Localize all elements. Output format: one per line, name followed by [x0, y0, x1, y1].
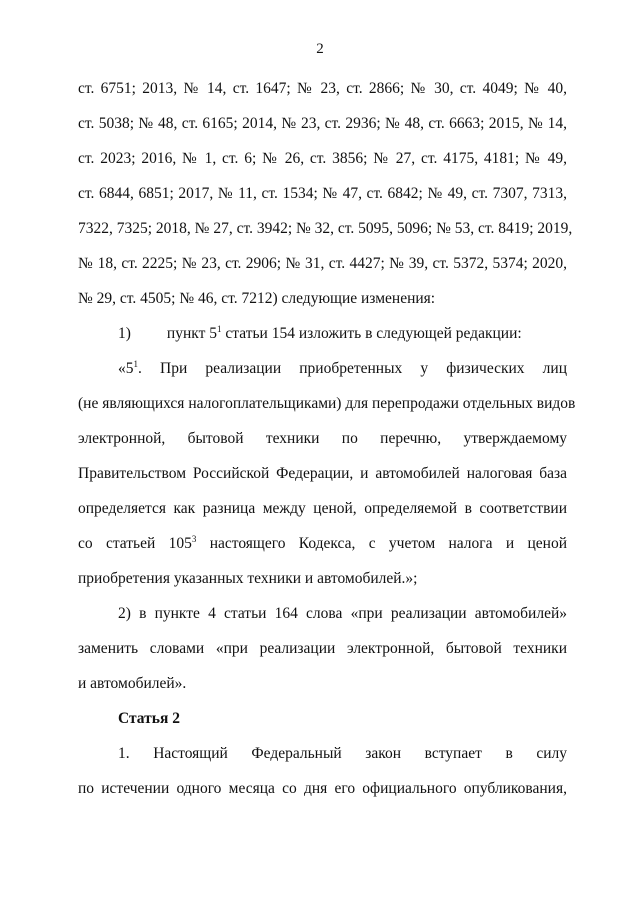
- article-2-item-1: 1. Настоящий Федеральный закон вступает в силу: [118, 745, 567, 762]
- superscript: 3: [191, 534, 197, 544]
- text-line: № 18, ст. 2225; № 23, ст. 2906; № 31, ст. 4427; № 39, ст. 5372, 5374; 2020,: [78, 255, 567, 272]
- quote-line: (не являющихся налогоплательщиками) для перепродажи отдельных видов: [78, 395, 576, 412]
- text-line: и автомобилей».: [78, 675, 187, 692]
- text-line: ст. 6844, 6851; 2017, № 11, ст. 1534; № 47, ст. 6842; № 49, ст. 7307, 7313,: [78, 185, 567, 202]
- quote-line: электронной, бытовой техники по перечню, утверждаемому: [78, 430, 567, 447]
- quote-line: приобретения указанных техники и автомобилей.»;: [78, 570, 418, 587]
- text-line: 7322, 7325; 2018, № 27, ст. 3942; № 32, ст. 5095, 5096; № 53, ст. 8419; 2019,: [78, 220, 573, 237]
- quote-open: «5: [118, 360, 134, 377]
- quote-line: Правительством Российской Федерации, и автомобилей налоговая база: [78, 465, 567, 482]
- text-line: по истечении одного месяца со дня его официального опубликования,: [78, 780, 567, 797]
- text-line: ст. 6751; 2013, № 14, ст. 1647; № 23, ст. 2866; № 30, ст. 4049; № 40,: [78, 80, 567, 97]
- text-line: ст. 5038; № 48, ст. 6165; 2014, № 23, ст. 2936; № 48, ст. 6663; 2015, № 14,: [78, 115, 567, 132]
- list-item-text: статьи 154 изложить в следующей редакции:: [221, 325, 522, 342]
- quote-line: определяется как разница между ценой, определяемой в соответствии: [78, 500, 567, 517]
- quote-text: . При реализации приобретенных у физических лиц: [138, 360, 567, 377]
- superscript: 1: [217, 324, 222, 334]
- superscript: 1: [133, 359, 138, 369]
- list-item-number: 1): [118, 325, 131, 342]
- page-number: 2: [316, 41, 324, 57]
- quote-text: со статьей 105: [78, 535, 192, 552]
- quote-text: настоящего Кодекса, с учетом налога и ценой: [196, 535, 567, 552]
- text-line: ст. 2023; 2016, № 1, ст. 6; № 26, ст. 3856; № 27, ст. 4175, 4181; № 49,: [78, 150, 567, 167]
- quote-line: [78, 535, 567, 553]
- text-line: заменить словами «при реализации электронной, бытовой техники: [78, 640, 567, 657]
- article-heading: Статья 2: [118, 710, 180, 727]
- quote-line: [118, 360, 567, 378]
- list-item-1: [118, 325, 567, 343]
- text-line: № 29, ст. 4505; № 46, ст. 7212) следующие изменения:: [78, 290, 436, 307]
- list-item-text: пункт 5: [166, 325, 217, 342]
- list-item-2: 2) в пункте 4 статьи 164 слова «при реализации автомобилей»: [118, 605, 567, 622]
